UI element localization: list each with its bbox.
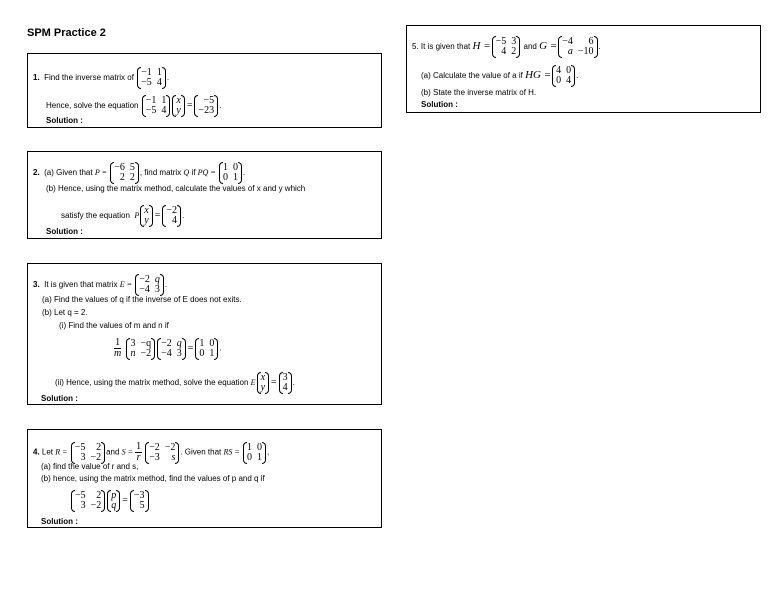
q5-matrix-hg: 4 0 0 4 — [552, 66, 575, 86]
q5-number: 5. — [412, 42, 419, 52]
q3-vector-rhs: 3 4 — [279, 373, 292, 393]
q5-matrix-g: −4 6 a −10 — [558, 37, 597, 57]
q2-vector-xy: x y — [140, 206, 152, 226]
q3-text-a: It is given that matrix — [44, 280, 118, 290]
q2-matrix-identity: 1 0 0 1 — [219, 163, 242, 183]
question-1-box: 1. Find the inverse matrix of −1 1 −5 4 . Hence, solve the equation −1 1 −5 4 x y = −5 −23 . Solution : — [27, 53, 382, 128]
question-4-box: 4. Let R = −5 2 3 −2 and S = $\frac{1}{r}$ −2 −2 −3 s . Given that RS = 1 0 0 1 , (a) find the value of r and s, (b) hence, using the matrix method, find the values of p and q if −5 2 3 −2 p q = −3 5 Solution : — [27, 429, 382, 528]
q3-matrix-e-2: −2 q −4 3 — [157, 339, 186, 359]
q4-part-a: (a) find the value of r and s, — [41, 462, 139, 471]
q3-matrix-identity: 1 0 0 1 — [195, 339, 218, 359]
q4-vector-pq: p q — [107, 491, 120, 511]
q3-vector-xy: x y — [257, 373, 269, 393]
q1-text-b: Hence, solve the equation — [46, 101, 139, 111]
q1-number: 1. — [33, 73, 40, 83]
q5-solution-label: Solution : — [421, 100, 458, 109]
q5-matrix-h: −5 3 4 2 — [492, 37, 521, 57]
q2-text-a: (a) Given that — [44, 168, 93, 178]
q3-matrix-e: −2 q −4 3 — [135, 275, 164, 295]
q2-text-d: (b) Hence, using the matrix method, calculate the values of x and y which — [46, 184, 306, 193]
page-title: SPM Practice 2 — [27, 27, 106, 39]
q3-part-ii: (ii) Hence, using the matrix method, solve the equation — [55, 378, 249, 388]
q1-vector-xy: x y — [172, 96, 184, 116]
q4-matrix-r: −5 2 3 −2 — [71, 443, 105, 463]
q1-vector-rhs: −5 −23 — [194, 96, 218, 116]
q1-matrix-b: −1 1 −5 4 — [142, 96, 171, 116]
q4-solution-label: Solution : — [41, 517, 78, 526]
q2-solution-label: Solution : — [46, 227, 83, 236]
q3-part-b: (b) Let q = 2. — [42, 308, 88, 317]
q2-text-e: satisfy the equation — [61, 211, 130, 221]
q1-text-a: Find the inverse matrix of — [44, 73, 134, 83]
q4-number: 4. — [33, 447, 40, 457]
q4-vector-rhs: −3 5 — [130, 491, 149, 511]
question-2-box: 2. (a) Given that P = −6 5 2 2 , find matrix Q if PQ = 1 0 0 1 . (b) Hence, using the matrix method, calculate the values of x and y which satisfy the equation P x y = −2 4 . Solution : — [27, 151, 382, 239]
q3-matrix-mn: 3 −q n −2 — [126, 339, 155, 359]
q1-matrix-a: −1 1 −5 4 — [137, 68, 166, 88]
q4-matrix-s: −2 −2 −3 s — [145, 443, 179, 463]
q2-matrix-p: −6 5 2 2 — [110, 163, 139, 183]
q1-solution-label: Solution : — [46, 116, 83, 125]
q3-part-a: (a) Find the values of q if the inverse of E does not exits. — [42, 295, 242, 304]
q4-matrix-identity: 1 0 0 1 — [243, 443, 266, 463]
q2-number: 2. — [33, 168, 40, 178]
q3-fraction: $\frac{1}{m}$ — [114, 337, 122, 359]
q4-matrix-r-2: −5 2 3 −2 — [71, 491, 105, 511]
q5-part-a: (a) Calculate the value of a if — [421, 71, 523, 81]
q5-part-b: (b) State the inverse matrix of H. — [421, 88, 537, 97]
q3-number: 3. — [33, 280, 40, 290]
q4-part-b: (b) hence, using the matrix method, find the values of p and q if — [41, 474, 265, 483]
q4-fraction: $\frac{1}{r}$ — [136, 441, 142, 463]
q2-vector-rhs: −2 4 — [162, 206, 181, 226]
q3-solution-label: Solution : — [41, 394, 78, 403]
question-3-box: 3. It is given that matrix E = −2 q −4 3 . (a) Find the values of q if the inverse of E does not exits. (b) Let q = 2. (i) Find the values of m and n if $\frac{1}{m}$ 3 −q n −2 −2 q −4 3 = 1 0 0 1 . (ii) Hence, using the matrix method, solve the equation E x y = 3 4 . Solution : — [27, 263, 382, 405]
question-5-box: 5. It is given that H = −5 3 4 2 and G = −4 6 a −10 . (a) Calculate the value of a if HG = 4 0 0 4 . (b) State the inverse matrix of H. Solution : — [406, 25, 761, 113]
q3-part-i: (i) Find the values of m and n if — [59, 321, 169, 330]
